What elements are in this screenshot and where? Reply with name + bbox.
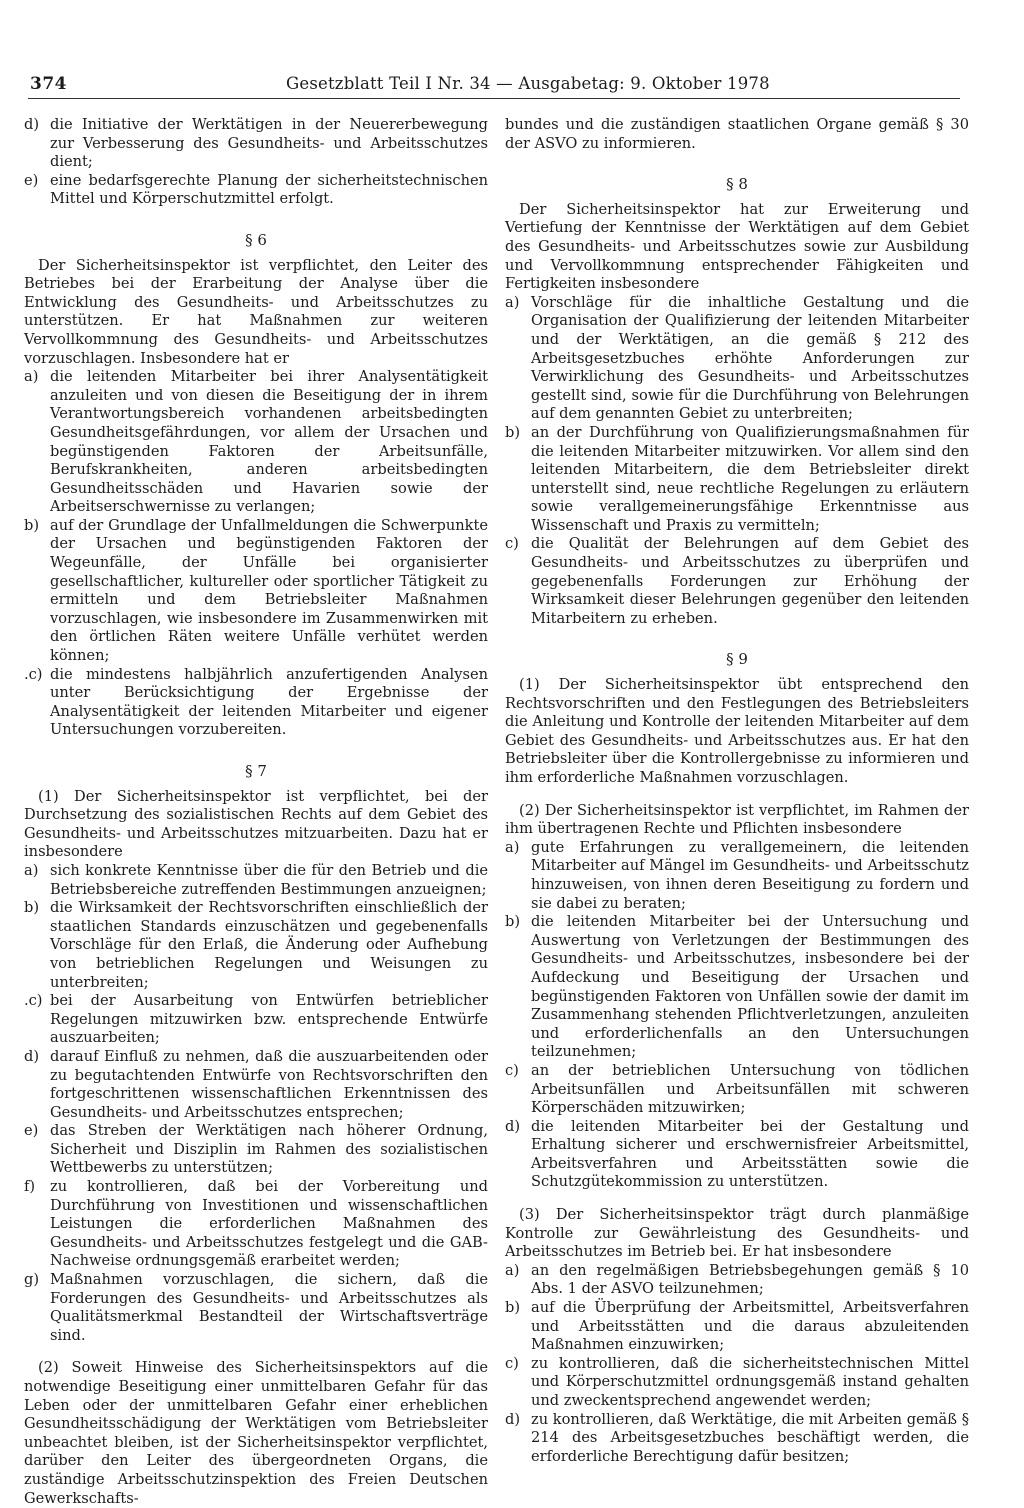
item-text: eine bedarfsgerechte Planung der sicherheitstechnischen Mittel und Körperschutzmittel erfolgt. (50, 171, 488, 208)
list-item (505, 1411, 969, 1467)
item-text: zu kontrollieren, daß die sicherheitstechnischen Mittel und Körperschutzmittel ordnungsgemäß instand gehalten und zweckentsprechend angewendet werden; (531, 1354, 969, 1409)
item-text: die leitenden Mitarbeiter bei der Untersuchung und Auswertung von Verletzungen der Bestimmungen des Gesundheits- und Arbeitsschutzes, insbesondere bei der Aufdeckung und Beseitigung der Ursachen und begünstigenden Faktoren von Unfällen sowie der damit im Zusammenhang stehenden Pflichtverletzungen, anzuleiten und erforderlichenfalls an den Untersuchungen teilzunehmen; (531, 913, 969, 1061)
section-heading-7: § 7 (245, 762, 267, 780)
list-item (505, 1262, 969, 1299)
paragraph: (2) Soweit Hinweise des Sicherheitsinspektors auf die notwendige Beseitigung einer unmittelbaren Gefahr für das Leben oder der unmittelbaren Gefahr einer erheblichen Gesundheitsschädigung der Werktätigen vom Betriebsleiter unbeachtet bleiben, ist der Sicherheitsinspektor verpflichtet, darüber den Leiter des übergeordneten Organs, die zuständige Arbeitsschutzinspektion des Freien Deutschen Gewerkschafts- (24, 1359, 488, 1507)
section-heading-8: § 8 (726, 175, 748, 194)
running-title: Gesetzblatt Teil I Nr. 34 — Ausgabetag: 9. Oktober 1978 (286, 74, 770, 93)
item-text: Maßnahmen vorzuschlagen, die sichern, daß die Forderungen des Gesundheits- und Arbeitsschutzes als Qualitätsmerkmal Bestandteil der Wirtschaftsverträge sind. (50, 1271, 488, 1344)
item-label: d) (505, 1117, 521, 1135)
item-label: e) (24, 1122, 39, 1140)
list-item (505, 1062, 969, 1118)
section-heading-6: § 6 (245, 230, 267, 249)
item-text: an der Durchführung von Qualifizierungsmaßnahmen für die leitenden Mitarbeiter mitzuwirken. Vor allem sind den leitenden Mitarbeitern, die dem Betriebsleiter direkt unterstellt sind, neue rechtliche Regelungen zu erläutern sowie verallgemeinerungsfähige Erkenntnisse aus Wissenschaft und Praxis zu vermitteln; (531, 423, 969, 534)
list-item (24, 899, 488, 992)
list-item (24, 666, 488, 740)
item-label: b) (24, 516, 40, 534)
item-label: e) (24, 171, 39, 189)
item-text: auf die Überprüfung der Arbeitsmittel, Arbeitsverfahren und Arbeitsstätten und die daraus abzuleitenden Maßnahmen einzuwirken; (531, 1299, 969, 1354)
section-heading-9: § 9 (726, 650, 748, 669)
paragraph: Der Sicherheitsinspektor ist verpflichtet, den Leiter des Betriebes bei der Erarbeitung der Analyse über die Entwicklung des Gesundheits- und Arbeitsschutzes zu unterstützen. Er hat Maßnahmen zur weiteren Vervollkommnung des Gesundheits- und Arbeitsschutzes vorzuschlagen. Insbesondere hat er (24, 256, 488, 367)
item-label: d) (24, 116, 40, 133)
item-text: zu kontrollieren, daß bei der Vorbereitung und Durchführung von Investitionen und wissenschaftlichen Leistungen die erforderlichen Maßnahmen des Gesundheits- und Arbeitsschutzes festgelegt und die GAB-Nachweise ordnungsgemäß erarbeitet werden; (50, 1178, 488, 1270)
list-item (505, 1355, 969, 1411)
list-item (24, 1178, 488, 1271)
list-item (505, 424, 969, 536)
paragraph: (1) Der Sicherheitsinspektor übt entsprechend den Rechtsvorschriften und den Festlegungen des Betriebsleiters die Anleitung und Kontrolle der leitenden Mitarbeiter auf dem Gebiet des Gesundheits- und Arbeitsschutzes aus. Er hat den Betriebsleiter über die Kontrollergebnisse zu informieren und ihm erforderliche Maßnahmen vorzuschlagen. (505, 676, 969, 786)
list-item (24, 862, 488, 899)
item-label: b) (505, 423, 521, 441)
item-label: a) (24, 861, 39, 879)
item-text: die leitenden Mitarbeiter bei ihrer Analysentätigkeit anzuleiten und von diesen die Beseitigung der in ihrem Verantwortungsbereich vorhandenen arbeitsbedingten Gesundheitsgefährdungen, vor allem der Ursachen und begünstigenden Faktoren der Arbeitsunfälle, Berufskrankheiten, anderen arbeitsbedingten Gesundheitsschäden und Havarien sowie der Arbeitserschwernisse zu verlangen; (50, 368, 488, 516)
item-label: c) (505, 535, 519, 553)
item-label: f) (24, 1178, 36, 1196)
item-label: g) (24, 1271, 40, 1289)
item-label: b) (505, 1299, 521, 1317)
item-label: d) (24, 1047, 40, 1065)
item-text: das Streben der Werktätigen nach höherer Ordnung, Sicherheit und Disziplin im Rahmen des sozialistischen Wettbewerbs zu unterstützen; (50, 1122, 488, 1177)
item-label: d) (505, 1410, 521, 1428)
list-item (24, 172, 488, 209)
item-text: auf der Grundlage der Unfallmeldungen die Schwerpunkte der Ursachen und begünstigenden Faktoren der Wegeunfälle, der Unfälle bei organisierter gesellschaftlicher, kultureller oder sportlicher Tätigkeit zu ermitteln und dem Betriebsleiter Maßnahmen vorzuschlagen, wie insbesondere im Zusammenwirken mit den örtlichen Räten weitere Unfälle verhütet werden können; (50, 516, 488, 665)
item-label: b) (505, 913, 521, 931)
item-text: sich konkrete Kenntnisse über die für den Betrieb und die Betriebsbereiche zutreffenden Bestimmungen anzueignen; (50, 861, 488, 898)
item-label: a) (505, 293, 520, 311)
list-item (24, 368, 488, 517)
list-item (505, 913, 969, 1062)
item-label: .c) (24, 992, 43, 1010)
paragraph: (3) Der Sicherheitsinspektor trägt durch planmäßige Kontrolle zur Gewährleistung des Gesundheits- und Arbeitsschutzes im Betrieb bei. Er hat insbesondere (505, 1206, 969, 1261)
item-text: gute Erfahrungen zu verallgemeinern, die leitenden Mitarbeiter auf Mängel im Gesundheits- und Arbeitsschutz hinzuweisen, von ihnen deren Beseitigung zu fordern und sie dabei zu beraten; (531, 838, 969, 912)
item-text: an den regelmäßigen Betriebsbegehungen gemäß § 10 Abs. 1 der ASVO teilzunehmen; (531, 1261, 969, 1298)
item-label: b) (24, 899, 40, 917)
list-item (24, 517, 488, 666)
item-text: die Initiative der Werktätigen in der Neuererbewegung zur Verbesserung des Gesundheits- und Arbeitsschutzes dient; (50, 116, 488, 171)
list-item (505, 1118, 969, 1192)
item-text: darauf Einfluß zu nehmen, daß die auszuarbeitenden oder zu begutachtenden Entwürfe von Rechtsvorschriften den fortgeschrittenen wissenschaftlichen Erkenntnissen des Gesundheits- und Arbeitsschutzes entsprechen; (50, 1047, 488, 1121)
item-text: zu kontrollieren, daß Werktätige, die mit Arbeiten gemäß § 214 des Arbeitsgesetzbuches beschäftigt werden, die erforderliche Berechtigung dafür besitzen; (531, 1410, 969, 1465)
page-number: 374 (30, 74, 67, 94)
item-text: Vorschläge für die inhaltliche Gestaltung und die Organisation der Qualifizierung der leitenden Mitarbeiter und der Werktätigen, an die gemäß § 212 des Arbeitsgesetzbuches erhöhte Anforderungen zur Verwirklichung des Gesundheits- und Arbeitsschutzes gestellt sind, sowie für die Durchführung von Belehrungen auf dem genannten Gebiet zu unterbreiten; (531, 293, 969, 423)
item-label: c) (505, 1354, 519, 1372)
item-text: die Qualität der Belehrungen auf dem Gebiet des Gesundheits- und Arbeitsschutzes zu überprüfen und gegebenenfalls Forderungen zur Erhöhung der Wirksamkeit dieser Belehrungen gegenüber den leitenden Mitarbeitern zu erheben. (531, 535, 969, 627)
paragraph: (2) Der Sicherheitsinspektor ist verpflichtet, im Rahmen der ihm übertragenen Rechte und Pflichten insbesondere (505, 801, 969, 838)
right-column (505, 116, 969, 1466)
list-item (505, 294, 969, 424)
list-item (505, 839, 969, 913)
item-label: .c) (24, 665, 43, 683)
item-text: an der betrieblichen Untersuchung von tödlichen Arbeitsunfällen und Arbeitsunfällen mit schweren Körperschäden mitzuwirken; (531, 1061, 969, 1117)
paragraph-continued: bundes und die zuständigen staatlichen Organe gemäß § 30 der ASVO zu informieren. (505, 116, 969, 152)
list-item (24, 992, 488, 1048)
item-text: bei der Ausarbeitung von Entwürfen betrieblicher Regelungen mitzuwirken bzw. entsprechende Entwürfe auszuarbeiten; (50, 992, 488, 1047)
item-text: die leitenden Mitarbeiter bei der Gestaltung und Erhaltung sicherer und erschwernisfreier Arbeitsmittel, Arbeitsverfahren und Arbeitsstätten sowie die Schutzgütekommission zu unterstützen. (531, 1117, 969, 1191)
page-header (30, 74, 960, 100)
item-label: c) (505, 1061, 519, 1079)
list-item (24, 1048, 488, 1122)
left-column (24, 116, 488, 1508)
paragraph: Der Sicherheitsinspektor hat zur Erweiterung und Vertiefung der Kenntnisse der Werktätigen auf dem Gebiet des Gesundheits- und Arbeitsschutzes sowie zur Ausbildung und Vervollkommnung entsprechender Fähigkeiten und Fertigkeiten insbesondere (505, 200, 969, 293)
list-item (505, 535, 969, 628)
item-label: a) (24, 368, 39, 386)
list-item (24, 1271, 488, 1345)
item-text: die mindestens halbjährlich anzufertigenden Analysen unter Berücksichtigung der Ergebnisse der Analysentätigkeit der leitenden Mitarbeiter und eigener Untersuchungen vorzubereiten. (50, 665, 488, 739)
list-item (24, 1122, 488, 1178)
paragraph: (1) Der Sicherheitsinspektor ist verpflichtet, bei der Durchsetzung des sozialistischen Rechts auf dem Gebiet des Gesundheits- und Arbeitsschutzes mitzuarbeiten. Dazu hat er insbesondere (24, 787, 488, 861)
list-item (505, 1299, 969, 1355)
list-item (24, 116, 488, 172)
item-label: a) (505, 838, 520, 856)
header-rule (28, 98, 960, 99)
item-label: a) (505, 1261, 520, 1279)
item-text: die Wirksamkeit der Rechtsvorschriften einschließlich der staatlichen Standards einzuschätzen und gegebenenfalls Vorschläge für den Erlaß, die Änderung oder Aufhebung von betrieblichen Regelungen und Weisungen zu unterbreiten; (50, 899, 488, 991)
